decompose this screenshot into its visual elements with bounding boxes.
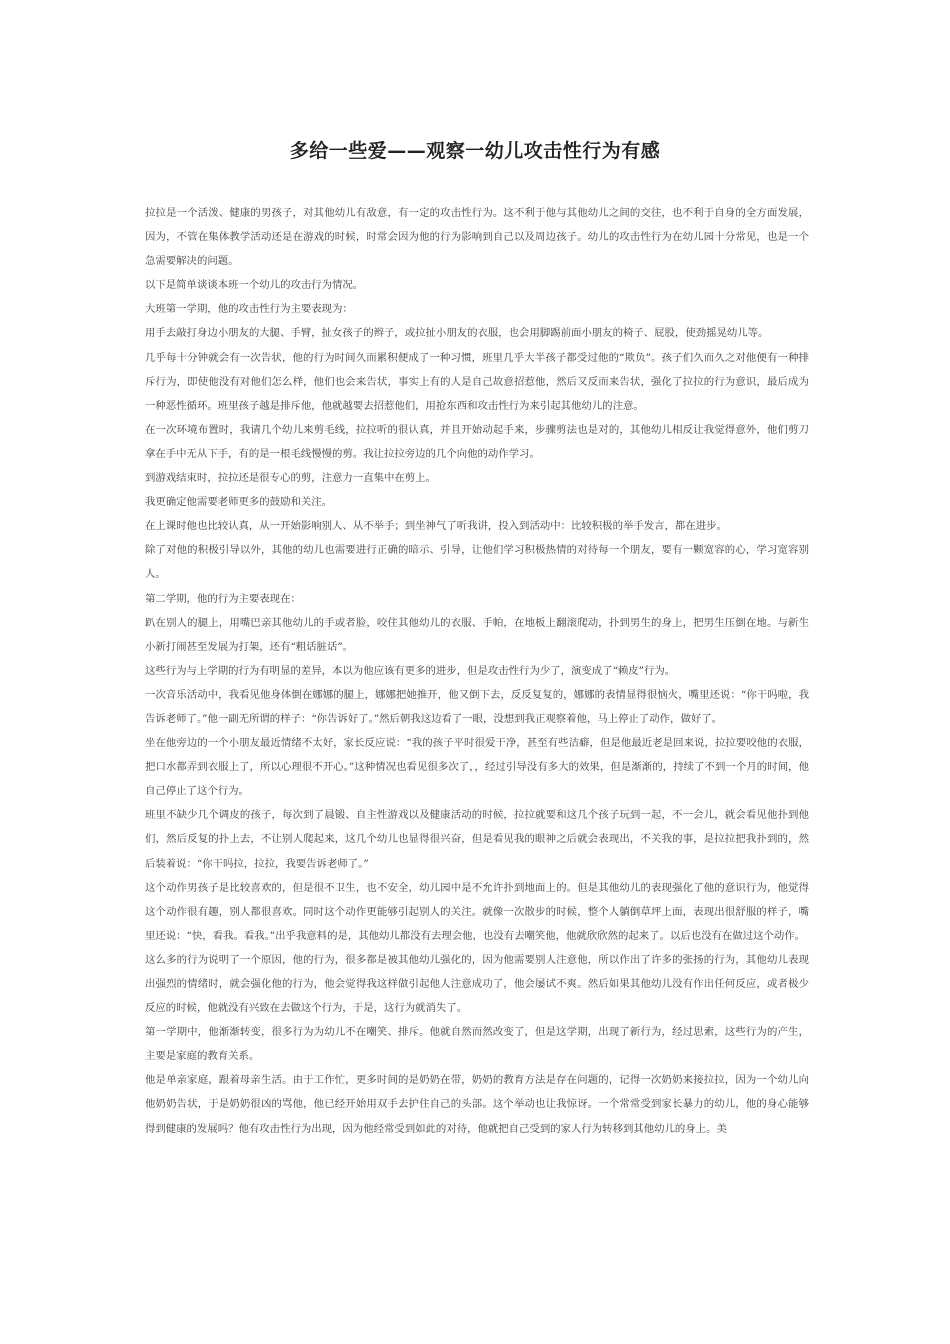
paragraph: 几乎每十分钟就会有一次告状，他的行为时间久而累积便成了一种习惯，班里几乎大半孩子都受过他的“欺负”。孩子们久而久之对他便有一种排斥行为，即使他没有对他们怎么样，他们也会来告状，事实上有的人是自己故意招惹他，然后又反而来告状，强化了拉拉的行为意识，最后成为一种恶性循环。班里孩子越是排斥他，他就越要去招惹他们，用抢东西和攻击性行为来引起其他幼儿的注意。 bbox=[145, 351, 809, 412]
paragraph: 我更确定他需要老师更多的鼓励和关注。 bbox=[145, 496, 333, 509]
paragraph: 到游戏结束时，拉拉还是很专心的剪，注意力一直集中在剪上。 bbox=[145, 472, 436, 485]
paragraph: 这么多的行为说明了一个原因，他的行为，很多都是被其他幼儿强化的，因为他需要别人注意他，所以作出了许多的张扬的行为，其他幼儿表现出强烈的情绪时，就会强化他的行为，他会觉得我这样做引起他人注意成功了，他会屡试不爽。然后如果其他幼儿没有作出任何反应，或者极少反应的时候，他就没有兴致在去做这个行为，于是，这行为就消失了。 bbox=[145, 953, 809, 1015]
paragraph: 这个动作男孩子是比较喜欢的，但是很不卫生，也不安全，幼儿园中是不允许扑到地面上的。但是其他幼儿的表现强化了他的意识行为，他觉得这个动作很有趣，别人都很喜欢。同时这个动作更能够引起别人的关注。就像一次散步的时候，整个人躺倒草坪上面，表现出很舒服的样子，嘴里还说：“快，看我。看我。”出乎我意料的是，其他幼儿都没有去理会他，也没有去嘲笑他，他就欣欣然的起来了。以后也没有在做过这个动作。 bbox=[145, 881, 809, 942]
paragraph: 用手去敲打身边小朋友的大腿、手臂，扯女孩子的辫子，或拉扯小朋友的衣服，也会用脚踢前面小朋友的椅子、屁股，使劲摇晃幼儿等。 bbox=[145, 327, 769, 340]
paragraph: 第一学期中，他渐渐转变，很多行为为幼儿不在嘲笑、排斥。他就自然而然改变了，但是这学期，出现了新行为，经过思索，这些行为的产生，主要是家庭的教育关系。 bbox=[145, 1026, 809, 1063]
paragraph: 这些行为与上学期的行为有明显的差异，本以为他应该有更多的进步，但是攻击性行为少了，演变成了“赖皮”行为。 bbox=[145, 664, 676, 677]
paragraph: 他是单亲家庭，跟着母亲生活。由于工作忙，更多时间的是奶奶在带，奶奶的教育方法是存在问题的，记得一次奶奶来接拉拉，因为一个幼儿向他奶奶告状，于是奶奶很凶的骂他，他已经开始用双手去护住自己的头部。这个举动也让我惊讶。一个常常受到家长暴力的幼儿，他的身心能够得到健康的发展吗？他有攻击性行为出现，因为他经常受到如此的对待，他就把自己受到的家人行为转移到其他幼儿的身上。美 bbox=[145, 1074, 809, 1135]
paragraph: 第二学期，他的行为主要表现在： bbox=[145, 592, 301, 605]
paragraph: 在一次环境布置时，我请几个幼儿来剪毛线，拉拉听的很认真，并且开始动起手来，步骤剪法也是对的，其他幼儿相反让我觉得意外，他们剪刀拿在手中无从下手，有的是一根毛线慢慢的剪。我让拉拉旁边的几个向他的动作学习。 bbox=[145, 423, 809, 460]
document-body bbox=[145, 201, 809, 1141]
paragraph: 趴在别人的腿上，用嘴巴亲其他幼儿的手或者脸，咬住其他幼儿的衣服、手帕，在地板上翻滚爬动，扑到男生的身上，把男生压倒在地。与新生小新打闹甚至发展为打架，还有“粗话脏话”。 bbox=[145, 616, 809, 653]
paragraph: 大班第一学期，他的攻击性行为主要表现为： bbox=[145, 303, 353, 316]
paragraph: 拉拉是一个活泼、健康的男孩子，对其他幼儿有敌意，有一定的攻击性行为。这不利于他与其他幼儿之间的交往，也不利于自身的全方面发展，因为，不管在集体教学活动还是在游戏的时候，时常会因为他的行为影响到自己以及周边孩子。幼儿的攻击性行为在幼儿园十分常见，也是一个急需要解决的问题。 bbox=[145, 207, 809, 268]
paragraph: 坐在他旁边的一个小朋友最近情绪不太好，家长反应说：“我的孩子平时很爱干净，甚至有些洁癖，但是他最近老是回来说，拉拉要咬他的衣服，把口水都弄到衣服上了，所以心理很不开心。”这种情况也看见很多次了，，经过引导没有多大的效果，但是渐渐的，持续了不到一个月的时间，他自己停止了这个行为。 bbox=[145, 737, 809, 798]
paragraph: 一次音乐活动中，我看见他身体倒在娜娜的腿上，娜娜把她推开，他又倒下去，反反复复的，娜娜的表情显得很恼火，嘴里还说：“你干吗啦，我告诉老师了。”他一副无所谓的样子：“你告诉好了。”然后朝我这边看了一眼，没想到我正观察着他，马上停止了动作，做好了。 bbox=[145, 688, 809, 725]
paragraph: 以下是简单谈谈本班一个幼儿的攻击行为情况。 bbox=[145, 279, 364, 292]
document-title: 多给一些爱——观察一幼儿攻击性行为有感 bbox=[289, 140, 661, 162]
paragraph: 班里不缺少几个调皮的孩子，每次到了晨锻、自主性游戏以及健康活动的时候，拉拉就要和这几个孩子玩到一起，不一会儿，就会看见他扑到他们，然后反复的扑上去，不让别人爬起来，这几个幼儿也显得很兴奋，但是看见我的眼神之后就会表现出，不关我的事，是拉拉把我扑到的，然后装着说：“你干吗拉，拉拉，我要告诉老师了。” bbox=[145, 809, 809, 870]
paragraph: 在上课时他也比较认真，从一开始影响别人、从不举手；到坐神气了听我讲，投入到活动中：比较积极的举手发言，都在进步。 bbox=[145, 520, 727, 533]
paragraph: 除了对他的积极引导以外，其他的幼儿也需要进行正确的暗示、引导，让他们学习积极热情的对待每一个朋友，要有一颗宽容的心，学习宽容别人。 bbox=[145, 544, 809, 581]
